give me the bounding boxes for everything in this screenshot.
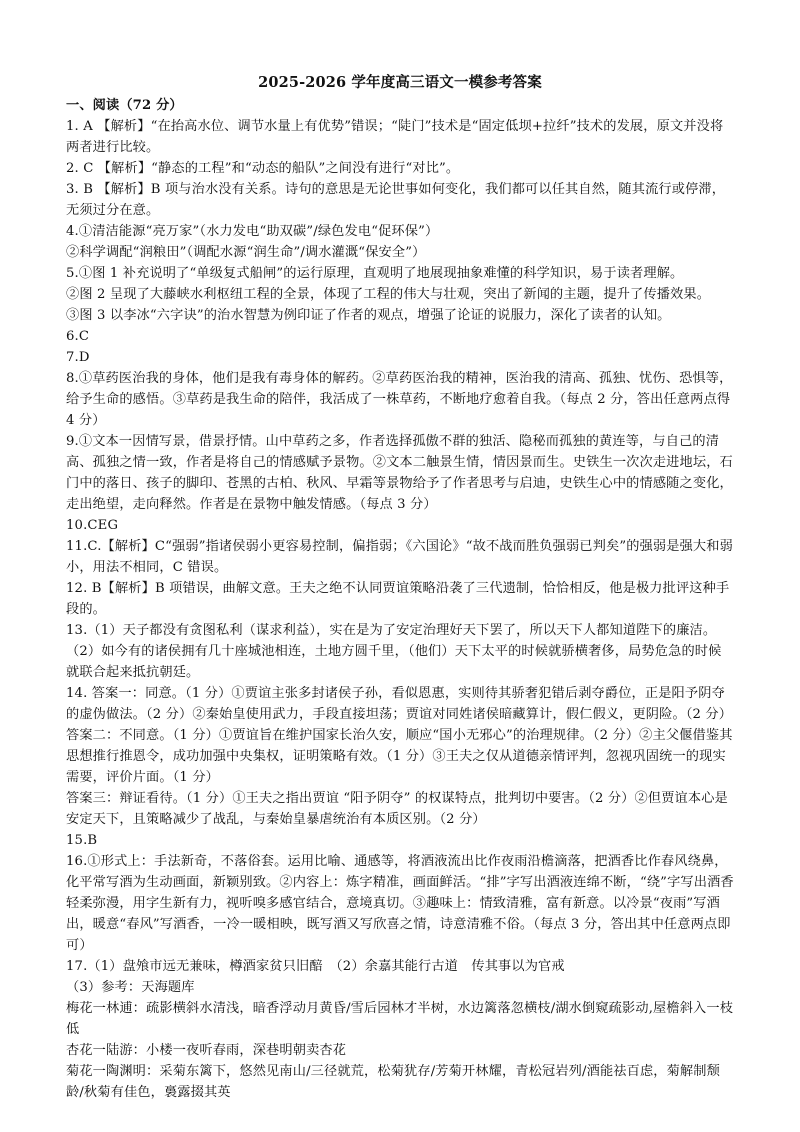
answer-line: 7.D <box>66 350 90 365</box>
answer-line: 答案三：辩证看待。（1 分）①王夫之指出贾谊 “阳予阴夺” 的权谋特点，批判切中要害。（2 分）②但贾谊本心是安定天下，且策略减少了战乱，与秦始皇暴虐统治有本质区别。（2 分） <box>66 791 728 827</box>
answer-line: 梅花一林逋：疏影横斜水清浅，暗香浮动月黄昏/雪后园林才半树，水边篱落忽横枝/湖水倒窥疏影动,屋檐斜入一枝低 <box>66 1001 734 1037</box>
answer-line: 1. A 【解析】“在抬高水位、调节水量上有优势”错误；“陡门”技术是“固定低坝+拉纤”技术的发展，原文并没将两者进行比较。 <box>66 119 724 155</box>
answer-document <box>66 66 734 1103</box>
answer-line: 6.C <box>66 329 90 344</box>
answer-line: 14. 答案一：同意。（1 分）①贾谊主张多封诸侯子孙，看似恩惠，实则待其骄奢犯错后剥夺爵位，正是阳予阴夺的虚伪做法。（2 分）②秦始皇使用武力，手段直接坦荡；贾谊对同姓诸侯暗藏算计，假仁假义，更阴险。（2 分） <box>66 686 733 722</box>
section-heading: 一、阅读（72 分） <box>66 98 183 113</box>
answer-line: 12. B【解析】B 项错误，曲解文意。王夫之绝不认同贾谊策略沿袭了三代遗制，恰恰相反，他是极力批评这种手段的。 <box>66 581 730 617</box>
answer-line: 16.①形式上：手法新奇，不落俗套。运用比喻、通感等，将酒液流出比作夜雨沿檐滴落，把酒香比作春风绕鼻，化平常写酒为生动画面，新颖别致。②内容上：炼字精准，画面鲜活。“排”字写出酒液连绵不断，“绕”字写出酒香轻柔弥漫，用字生新有力，视听嗅多感官结合，意境真切。③趣味上：情致清雅，富有新意。以冷景“夜雨”写酒出，暖意“春风”写酒香，一冷一暖相映，既写酒又写欣喜之情，诗意清雅不俗。（每点 3 分，答出其中任意两点即可） <box>66 854 734 953</box>
answer-line: 10.CEG <box>66 518 119 533</box>
answer-list <box>66 116 734 1103</box>
answer-line: ③图 3 以李冰“六字诀”的治水智慧为例印证了作者的观点，增强了论证的说服力，深化了读者的认知。 <box>66 308 671 323</box>
answer-line: ②图 2 呈现了大藤峡水利枢纽工程的全景，体现了工程的伟大与壮观，突出了新闻的主题，提升了传播效果。 <box>66 287 711 302</box>
answer-line: 11.C.【解析】C“强弱”指诸侯弱小更容易控制，偏指弱；《六国论》“故不战而胜负强弱已判矣”的强弱是强大和弱小，用法不相同，C 错误。 <box>66 539 733 575</box>
answer-line: 菊花一陶渊明：采菊东篱下，悠然见南山/三径就荒，松菊犹存/芳菊开林耀，青松冠岩列/酒能祛百虑，菊解制颓龄/秋菊有佳色，裛露掇其英 <box>66 1064 720 1100</box>
answer-line: 9.①文本一因情写景，借景抒情。山中草药之多，作者选择孤傲不群的独活、隐秘而孤独的黄连等，与自己的清高、孤独之情一致，作者是将自己的情感赋予景物。②文本二触景生情，情因景而生。史铁生一次次走进地坛，石门中的落日、孩子的脚印、苍黑的古柏、秋风、早霜等景物给予了作者思考与启迪，史铁生心中的情感随之变化，走出绝望，走向释然。作者是在景物中触发情感。（每点 3 分） <box>66 434 733 512</box>
answer-line: 17.（1）盘飧市远无兼味，樽酒家贫只旧醅 （2）余嘉其能行古道 传其事以为官戒 <box>66 959 565 974</box>
document-title: 2025-2026 学年度高三语文一模参考答案 <box>258 74 542 91</box>
answer-line: 13.（1）天子都没有贪图私利（谋求利益），实在是为了安定治理好天下罢了，所以天下人都知道陛下的廉洁。 <box>66 623 717 638</box>
answer-line: （2）如今有的诸侯拥有几十座城池相连，土地方圆千里，（他们）天下太平的时候就骄横奢侈，局势危急的时候就联合起来抵抗朝廷。 <box>66 644 722 680</box>
answer-line: 2. C 【解析】“静态的工程”和“动态的船队”之间没有进行“对比”。 <box>66 161 460 176</box>
answer-line: 答案二：不同意。（1 分）①贾谊旨在维护国家长治久安，顺应“国小无邪心”的治理规律。（2 分）②主父偃借鉴其思想推行推恩令，成功加强中央集权，证明策略有效。（1 分）③王夫之仅从道德亲情评判，忽视巩固统一的现实需要，评价片面。（1 分） <box>66 728 733 785</box>
answer-line: 15.B <box>66 833 98 848</box>
answer-line: 3. B 【解析】B 项与治水没有关系。诗句的意思是无论世事如何变化，我们都可以任其自然，随其流行或停滞，无须过分在意。 <box>66 182 726 218</box>
answer-line: （3）参考：天海题库 <box>66 980 195 995</box>
answer-line: 杏花一陆游：小楼一夜听春雨，深巷明朝卖杏花 <box>66 1043 347 1058</box>
answer-line: 4.①清洁能源“亮万家”（水力发电“助双碳”/绿色发电“促环保”） <box>66 224 439 239</box>
answer-line: 8.①草药医治我的身体，他们是我有毒身体的解药。②草药医治我的精神，医治我的清高、孤独、忧伤、恐惧等，给予生命的感悟。③草药是我生命的陪伴，我活成了一株草药，不断地疗愈着自我。（每点 2 分，答出任意两点得 4 分） <box>66 371 733 428</box>
answer-line: ②科学调配“润粮田”（调配水源“润生命”/调水灌溉“保安全”） <box>66 245 426 260</box>
answer-line: 5.①图 1 补充说明了“单级复式船闸”的运行原理，直观明了地展现抽象难懂的科学知识，易于读者理解。 <box>66 266 684 281</box>
